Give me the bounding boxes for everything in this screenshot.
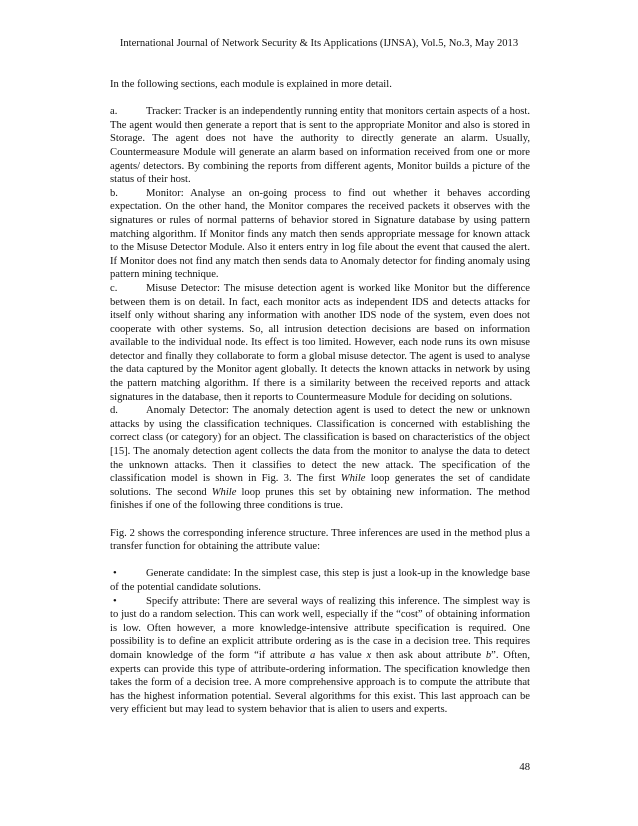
page-number: 48 — [519, 762, 530, 773]
item-text: Misuse Detector: The misuse detection agent is worked like Monitor but the difference between them is on detail. In fact, each monitor acts as independent IDS and detects attacks for itself only without sharing any information with another IDS node of the system, even does not cooperate with other systems. So, all intrusion detection decisions are based on information available to the individual node. Its effect is too limited. However, each node runs its own misuse detector and finally they collaborate to form a global misuse detector. The agent is used to analyse the data captured by the Monitor agent globally. It detects the known attacks in network by using the pattern matching algorithm. If there is a similarity between the received reports and attack signatures in the database, then it reports to Countermeasure Module for deciding on solutions. — [110, 282, 530, 403]
bullet-text: Specify attribute: There are several ways of realizing this inference. The simplest way is to just do a random selection. This can work well, especially if the “cost” of obtaining information is low. Often however, a more knowledge-intensive attribute specification is required. One possibility is to define an explicit attribute ordering as is the case in a decision tree. This requires domain knowledge of the form “if attribute — [110, 595, 530, 661]
module-item-monitor — [110, 187, 530, 282]
item-label: b. — [110, 187, 118, 199]
variable-a: a — [310, 649, 316, 661]
item-label: a. — [110, 106, 118, 118]
item-text: loop prunes this set by obtaining new information. The method finishes if one of the following three conditions is true. — [110, 486, 530, 512]
bullet-text: Generate candidate: In the simplest case, this step is just a look-up in the knowledge base of the potential candidate solutions. — [110, 568, 530, 593]
bullet-item-generate-candidate — [110, 567, 530, 594]
bullet-text: ”. Often, experts can provide this type of attribute-ordering information. The specification knowledge then takes the form of a decision tree. A more comprehensive approach is to compute the attribute that has the highest information potential. Several algorithms for this exist. This last approach can be very efficient but may lead to system behavior that is alien to users and experts. — [110, 649, 530, 716]
item-text: Anomaly Detector: The anomaly detection agent is used to detect the new or unknown attacks by using the classification techniques. Classification is concerned with establishing the correct class (or category) for an object. The classification is based on characteristics of the object [15]. The anomaly detection agent collects the data from the monitor to analyse the data to detect the unknown attacks. Then it classifies to detect the new attack. The specification of the classification model is shown in Fig. 3. The first — [110, 405, 530, 485]
bullet-text: then ask about attribute — [371, 649, 486, 661]
module-item-tracker — [110, 105, 530, 187]
emphasis-while: While — [211, 486, 237, 498]
variable-b: b — [485, 649, 492, 661]
bullet-text: has value — [315, 649, 367, 661]
variable-x: x — [366, 649, 372, 661]
intro-paragraph: In the following sections, each module is explained in more detail. — [110, 79, 392, 90]
item-label: c. — [110, 282, 118, 294]
item-label: d. — [110, 405, 118, 417]
fig2-paragraph: Fig. 2 shows the corresponding inference structure. Three inferences are used in the method plus a transfer function for obtaining the attribute value: — [110, 527, 530, 553]
bullet-icon: • — [113, 595, 117, 607]
item-text: Monitor: Analyse an on-going process to find out whether it behaves according expectation. On the other hand, the Monitor compares the received packets it observes with the signatures or rules of normal patterns of behavior stored in Signature database by using pattern matching algorithm. If Monitor finds any match then sends appropriate message for known attack to the Misuse Detector Module. Also it enters entry in log file about the event that caused the alert. If Monitor does not find any match then sends data to Anomaly detector for finding anomaly using pattern mining technique. — [110, 187, 530, 281]
body-text — [110, 78, 530, 717]
emphasis-while: While — [340, 473, 366, 485]
bullet-icon: • — [113, 568, 117, 580]
module-item-misuse-detector — [110, 282, 530, 404]
running-header: International Journal of Network Security & Its Applications (IJNSA), Vol.5, No.3, May 2013 — [119, 38, 519, 49]
module-item-anomaly-detector — [110, 404, 530, 513]
item-text: loop generates the set of candidate solutions. The second — [110, 473, 530, 498]
item-text: Tracker: Tracker is an independently running entity that monitors certain aspects of a host. The agent would then generate a report that is sent to the appropriate Monitor and also is stored in Storage. The agent does not have the authority to directly generate an alarm. Usually, Countermeasure Module will generate an alarm based on information received from one or more agents/ detectors. By combining the reports from different agents, Monitor builds a picture of the status of their host. — [110, 106, 530, 186]
bullet-item-specify-attribute — [110, 595, 530, 717]
